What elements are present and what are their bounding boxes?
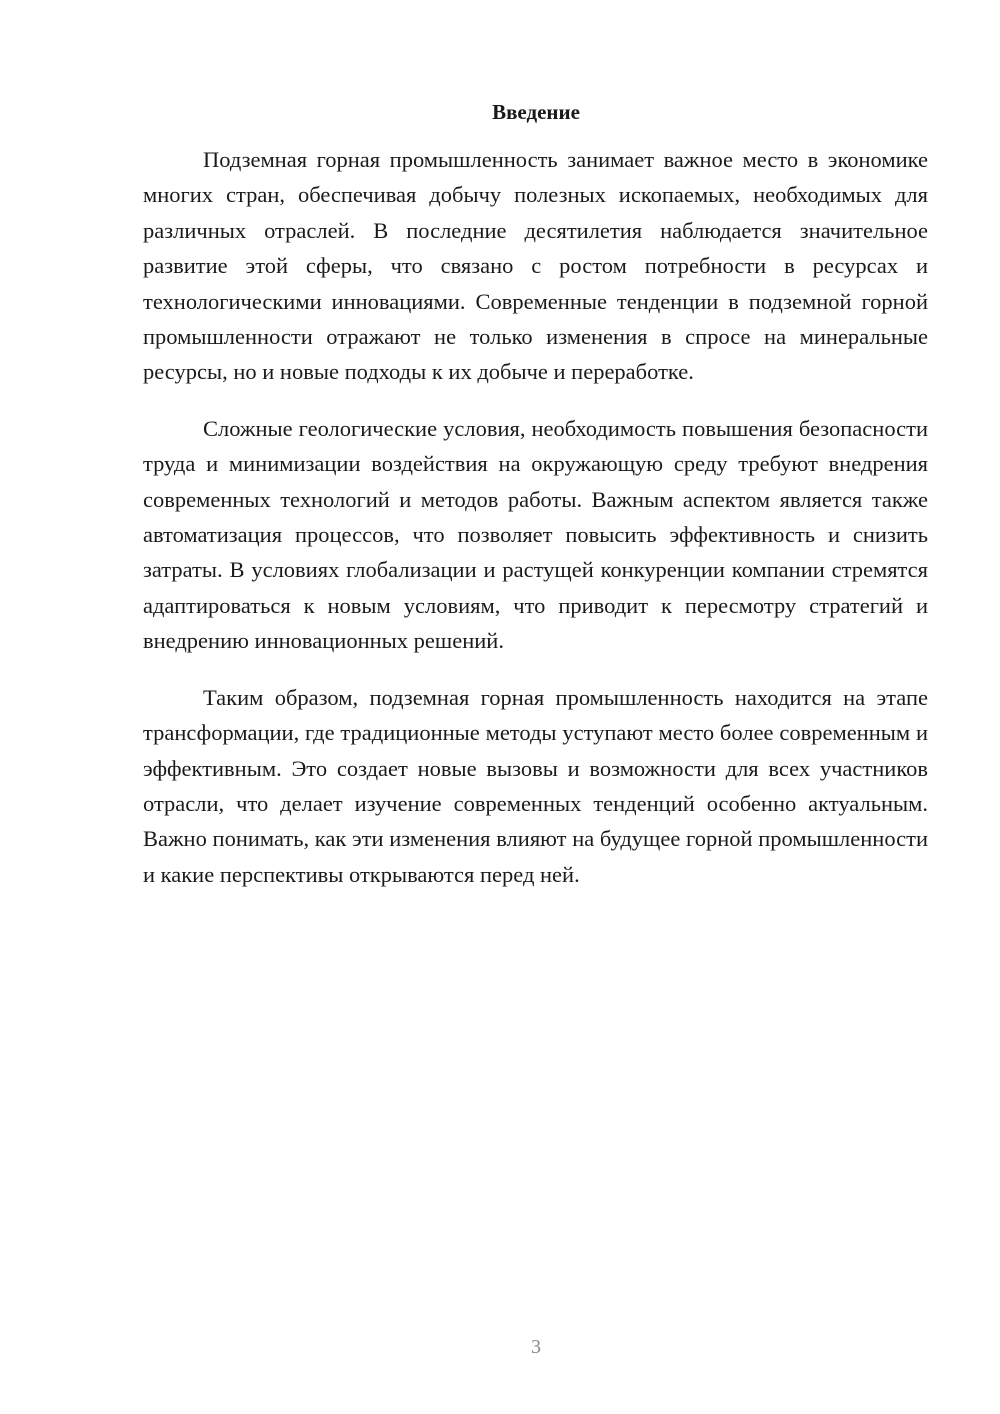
paragraph-3: Таким образом, подземная горная промышленность находится на этапе трансформации, где традиционные методы уступают место более современным и эффективным. Это создает новые вызовы и возможности для всех участников отрасли, что делает изучение современных тенденций особенно актуальным. Важно понимать, как эти изменения влияют на будущее горной промышленности и какие перспективы открываются перед ней. (143, 684, 928, 887)
section-heading: Введение (492, 100, 580, 124)
paragraph-1: Подземная горная промышленность занимает важное место в экономике многих стран, обеспечивая добычу полезных ископаемых, необходимых для различных отраслей. В последние десятилетия наблюдается значительное развитие этой сферы, что связано с ростом потребности в ресурсах и технологическими инновациями. Современные тенденции в подземной горной промышленности отражают не только изменения в спросе на минеральные ресурсы, но и новые подходы к их добыче и переработке. (143, 147, 928, 385)
page-number: 3 (531, 1336, 541, 1358)
body-text (143, 142, 928, 892)
paragraph-2: Сложные геологические условия, необходимость повышения безопасности труда и минимизации воздействия на окружающую среду требуют внедрения современных технологий и методов работы. Важным аспектом является также автоматизация процессов, что позволяет повысить эффективность и снизить затраты. В условиях глобализации и растущей конкуренции компании стремятся адаптироваться к новым условиям, что приводит к пересмотру стратегий и внедрению инновационных решений. (143, 415, 928, 654)
